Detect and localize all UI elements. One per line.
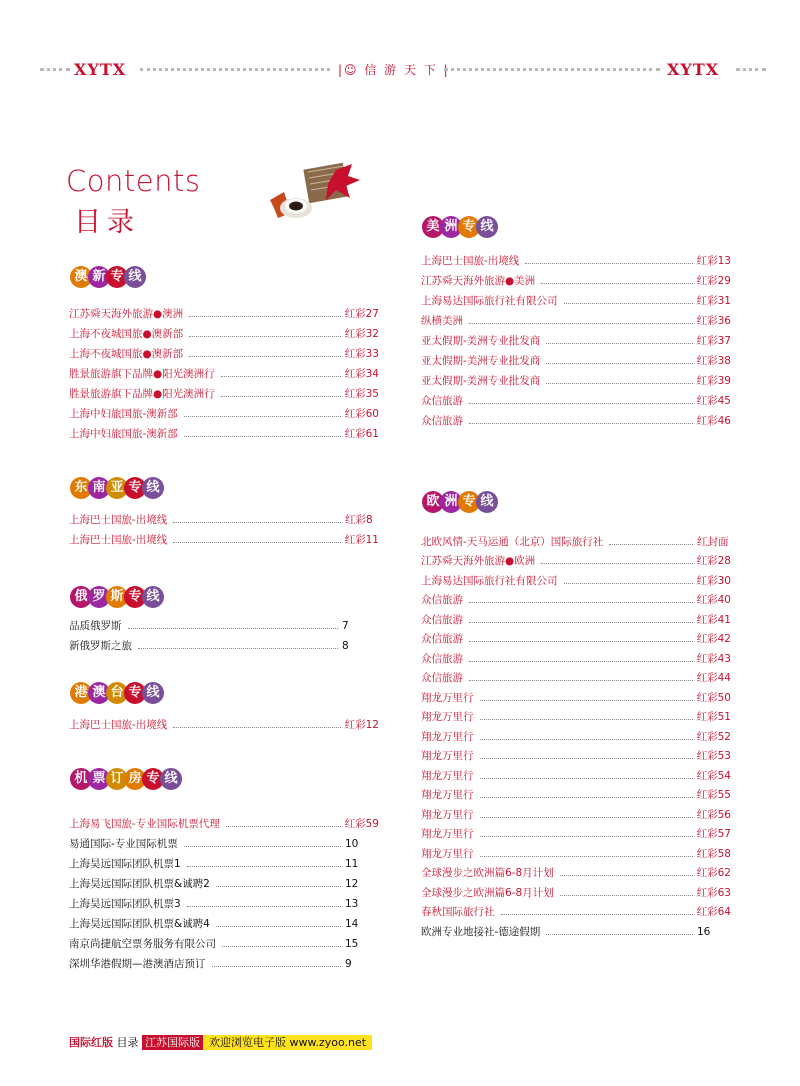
toc-entry-name: 品质俄罗斯 [69,620,122,632]
toc-entry[interactable] [421,413,731,433]
section-chip: 线 [124,266,146,288]
toc-entry-page: 13 [345,898,359,910]
toc-entry-name: 北欧风情-天马运通（北京）国际旅行社 [421,536,604,548]
toc-entry-name: 翔龙万里行 [421,828,474,840]
dot-leader [546,343,692,344]
toc-entry-page: 红彩36 [696,315,731,327]
toc-entry-name: 南京尚捷航空票务服务有限公司 [69,938,216,950]
dot-leader [187,906,341,907]
toc-entry[interactable] [69,916,379,936]
toc-entry[interactable] [69,956,379,976]
toc-list-eluosi [69,618,354,658]
toc-entry[interactable] [421,631,731,651]
toc-entry-name: 众信旅游 [421,395,463,407]
dot-leader [480,856,693,857]
toc-entry[interactable] [69,366,379,386]
header-brand-left: XYTX [74,60,127,79]
section-chip: 专 [142,768,164,790]
toc-entry-name: 上海巴士国旅-出境线 [421,255,520,267]
section-chip: 台 [106,682,128,704]
toc-entry[interactable] [69,346,379,366]
dot-leader [189,316,340,317]
toc-entry[interactable] [421,885,731,905]
dot-leader [525,263,692,264]
section-chip: 洲 [440,216,462,238]
dot-leader [480,719,693,720]
toc-entry-name: 上海昊远国际团队机票&诚聘2 [69,878,210,890]
dot-leader [609,544,693,545]
toc-entry-page: 红彩27 [344,308,379,320]
section-chip: 亚 [106,477,128,499]
toc-entry-page: 红彩28 [696,555,731,567]
toc-entry-name: 上海不夜城国旅●澳新部 [69,328,184,340]
header-brand-right: XYTX [667,60,720,79]
dot-leader [480,778,693,779]
toc-entry[interactable] [421,534,731,553]
toc-entry-name: 江苏舜天海外旅游●澳洲 [69,308,184,320]
dot-leader [221,376,341,377]
dot-leader [480,817,693,818]
section-chip: 欧 [422,491,444,513]
toc-entry[interactable] [421,924,731,944]
dot-leader [226,826,341,827]
dot-leader [469,622,693,623]
toc-entry-name: 春秋国际旅行社 [421,906,495,918]
dot-leader [221,396,341,397]
toc-entry-page: 红彩42 [696,633,731,645]
toc-entry-name: 翔龙万里行 [421,789,474,801]
toc-entry-page: 红彩60 [344,408,379,420]
toc-entry-page: 红彩57 [696,828,731,840]
section-chip: 专 [458,216,480,238]
toc-entry-page: 红彩34 [344,368,379,380]
toc-entry-page: 红彩51 [696,711,731,723]
section-title-dongnanya [70,477,160,503]
toc-entry-page: 红彩62 [696,867,731,879]
toc-entry-page: 红彩56 [696,808,731,821]
toc-entry-name: 上海巴士国旅-出境线 [69,719,168,731]
toc-entry-name: 胜景旅游旗下品牌●阳光澳洲行 [69,388,215,400]
section-chip: 专 [124,586,146,608]
toc-entry[interactable] [69,406,379,426]
dot-leader [184,436,341,437]
toc-entry-page: 红彩40 [696,594,731,606]
section-chip: 美 [422,216,444,238]
dot-leader [469,641,693,642]
toc-entry-name: 上海不夜城国旅●澳新部 [69,348,184,360]
toc-entry-page: 红彩43 [696,652,731,665]
toc-entry-name: 易通国际-专业国际机票 [69,838,178,850]
toc-entry[interactable] [421,768,731,788]
toc-entry[interactable] [421,253,731,273]
toc-entry-name: 欧洲专业地接社-德途假期 [421,925,541,938]
toc-entry[interactable] [421,748,731,768]
toc-entry-name: 亚太假期-美洲专业批发商 [421,335,541,347]
toc-entry[interactable] [421,670,731,690]
toc-entry-page: 红彩58 [696,847,731,860]
section-chip: 专 [124,682,146,704]
toc-entry-name: 翔龙万里行 [421,691,474,704]
toc-entry-page: 7 [342,620,349,632]
dot-leader [541,283,692,284]
toc-entry-name: 上海巴士国旅-出境线 [69,534,168,546]
toc-entry-page: 红彩39 [696,375,731,387]
toc-entry-page: 9 [345,958,352,970]
dot-leader [480,700,693,701]
toc-entry-page: 红彩61 [344,428,379,440]
dot-leader [546,363,692,364]
toc-entry[interactable] [69,386,379,406]
dot-leader [501,914,693,915]
toc-entry-page: 红彩55 [696,789,731,801]
toc-entry-page: 红彩52 [696,730,731,743]
toc-entry-name: 众信旅游 [421,672,463,684]
footer-edition-label: 国际红版 [69,1036,113,1049]
toc-entry-page: 14 [345,918,359,930]
toc-entry-page: 红彩38 [696,355,731,367]
dot-leader [184,846,341,847]
toc-entry[interactable] [69,512,379,532]
section-chip: 专 [458,491,480,513]
toc-entry-name: 众信旅游 [421,415,463,427]
toc-entry-page: 8 [342,640,349,652]
dot-leader [560,875,693,876]
dot-leader [560,895,693,896]
section-chip: 线 [142,586,164,608]
dot-leader [480,797,693,798]
toc-entry-name: 上海昊远国际团队机票3 [69,898,181,910]
dot-leader [469,403,693,404]
toc-entry-page: 红彩32 [344,328,379,340]
toc-list-gangaotai [69,717,379,737]
toc-entry[interactable] [69,638,354,658]
section-title-jipiao [70,768,178,794]
section-chip: 罗 [88,586,110,608]
toc-entry-name: 深圳华港假期—港澳酒店预订 [69,958,206,970]
toc-list-aoxin [69,306,379,446]
toc-entry-name: 上海中妇旅国旅-澳新部 [69,408,178,420]
toc-entry[interactable] [69,618,354,638]
toc-entry-page: 红彩50 [696,691,731,704]
section-chip: 票 [88,768,110,790]
toc-entry-name: 江苏舜天海外旅游●欧洲 [421,555,536,567]
section-chip: 线 [142,682,164,704]
toc-entry[interactable] [69,876,379,896]
dot-leader [541,563,692,564]
toc-entry-name: 众信旅游 [421,594,463,606]
toc-entry-page: 10 [345,838,359,850]
toc-entry[interactable] [69,856,379,876]
toc-entry[interactable] [421,846,731,866]
toc-entry[interactable] [421,865,731,885]
toc-entry-name: 上海昊远国际团队机票1 [69,858,181,870]
contents-title-cn: 目录 [74,207,140,238]
toc-entry-page: 红彩13 [696,255,731,267]
section-title-aoxin [70,266,142,292]
toc-entry-name: 纵横美洲 [421,315,463,327]
toc-entry-name: 上海中妇旅国旅-澳新部 [69,428,178,440]
section-chip: 东 [70,477,92,499]
toc-entry[interactable] [421,787,731,807]
header-dots-right-a [444,68,660,71]
section-chip: 澳 [88,682,110,704]
section-chip: 新 [88,266,110,288]
dot-leader [184,416,341,417]
section-chip: 线 [476,491,498,513]
toc-entry-page: 红彩44 [696,672,731,684]
dot-leader [128,628,339,629]
toc-entry-page: 红彩30 [696,574,731,587]
header-slogan: |☺ 信 游 天 下 | [338,63,450,77]
header-dots-right-b [736,68,766,71]
toc-entry-name: 翔龙万里行 [421,750,474,762]
toc-entry-name: 翔龙万里行 [421,730,474,743]
toc-entry-page: 红彩64 [696,906,731,918]
header-dots-left-a [40,68,70,71]
dot-leader [216,926,341,927]
toc-entry[interactable] [421,592,731,612]
dot-leader [469,323,693,324]
dot-leader [564,583,693,584]
toc-entry[interactable] [421,333,731,353]
section-chip: 线 [142,477,164,499]
section-chip: 线 [160,768,182,790]
toc-entry-page: 11 [345,858,359,870]
toc-entry-name: 众信旅游 [421,613,463,626]
toc-entry-page: 15 [345,938,359,950]
toc-entry-name: 上海易飞国旅-专业国际机票代理 [69,818,220,830]
toc-entry-name: 上海易达国际旅行社有限公司 [421,295,558,307]
toc-entry-page: 红彩12 [344,719,379,731]
section-title-eluosi [70,586,160,612]
section-chip: 俄 [70,586,92,608]
toc-entry-page: 红彩41 [696,613,731,626]
toc-entry-name: 上海易达国际旅行社有限公司 [421,574,558,587]
toc-entry[interactable] [421,273,731,293]
toc-entry-name: 翔龙万里行 [421,847,474,860]
toc-entry-name: 翔龙万里行 [421,808,474,821]
section-chip: 洲 [440,491,462,513]
toc-list-meizhou [421,253,731,433]
section-chip: 房 [124,768,146,790]
toc-entry[interactable] [421,729,731,749]
toc-entry-name: 全球漫步之欧洲篇6-8月计划 [421,886,554,899]
toc-entry-name: 亚太假期-美洲专业批发商 [421,355,541,367]
dot-leader [189,356,340,357]
toc-entry-page: 红彩45 [696,395,731,407]
toc-entry[interactable] [421,651,731,671]
toc-entry-page: 红彩54 [696,769,731,782]
toc-entry-page: 红彩31 [696,295,731,307]
toc-entry[interactable] [69,836,379,856]
toc-entry[interactable] [421,293,731,313]
toc-entry-page: 16 [697,925,711,938]
dot-leader [173,727,340,728]
toc-list-dongnanya [69,512,379,552]
toc-entry-page: 红彩33 [344,348,379,360]
toc-entry[interactable] [421,709,731,729]
toc-entry-name: 全球漫步之欧洲篇6-8月计划 [421,867,554,879]
toc-entry-name: 江苏舜天海外旅游●美洲 [421,275,536,287]
toc-entry-name: 翔龙万里行 [421,769,474,782]
dot-leader [546,383,692,384]
toc-list-jipiao [69,816,379,976]
toc-entry-page: 红彩63 [696,886,731,899]
toc-entry-page: 红封面 [697,536,729,548]
dot-leader [187,866,341,867]
footer-tag: 江苏国际版 [142,1035,203,1050]
section-chip: 专 [106,266,128,288]
footer-section-label: 目录 [116,1036,139,1049]
section-title-gangaotai [70,682,160,708]
toc-entry[interactable] [69,326,379,346]
toc-entry[interactable] [421,904,731,924]
toc-entry-name: 亚太假期-美洲专业批发商 [421,375,541,387]
toc-entry-page: 12 [345,878,359,890]
dot-leader [469,602,693,603]
toc-entry-name: 新俄罗斯之旅 [69,640,132,652]
toc-entry-name: 众信旅游 [421,633,463,645]
toc-entry[interactable] [69,896,379,916]
section-chip: 港 [70,682,92,704]
dot-leader [480,836,693,837]
toc-entry[interactable] [69,426,379,446]
section-chip: 澳 [70,266,92,288]
section-chip: 线 [476,216,498,238]
section-title-ouzhou [422,491,494,517]
toc-entry[interactable] [421,353,731,373]
toc-entry[interactable] [421,612,731,632]
header-dots-left-b [140,68,330,71]
toc-entry-name: 胜景旅游旗下品牌●阳光澳洲行 [69,368,215,380]
toc-entry[interactable] [421,807,731,827]
section-chip: 专 [124,477,146,499]
toc-entry-page: 红彩53 [696,750,731,762]
toc-list-ouzhou [421,534,731,943]
toc-entry[interactable] [69,532,379,552]
toc-entry[interactable] [69,717,379,737]
toc-entry-page: 红彩59 [344,818,379,830]
dot-leader [480,758,693,759]
toc-entry[interactable] [421,826,731,846]
toc-entry[interactable] [421,393,731,413]
footer-promo-link[interactable]: 欢迎浏览电子版 www.zyoo.net [203,1035,372,1050]
coffee-leaves-illustration [266,160,362,222]
toc-entry-name: 上海巴士国旅-出境线 [69,514,168,526]
toc-entry[interactable] [421,690,731,710]
section-chip: 南 [88,477,110,499]
toc-entry-name: 翔龙万里行 [421,711,474,723]
toc-entry-page: 红彩8 [345,514,373,526]
dot-leader [546,934,693,935]
footer-bar [69,1034,372,1050]
contents-title-en: Contents [66,164,201,198]
toc-entry[interactable] [69,306,379,326]
section-chip: 订 [106,768,128,790]
toc-entry-page: 红彩29 [696,275,731,287]
section-chip: 机 [70,768,92,790]
dot-leader [173,542,340,543]
toc-entry-name: 众信旅游 [421,652,463,665]
dot-leader [469,423,693,424]
toc-entry[interactable] [421,573,731,593]
toc-entry-name: 上海昊远国际团队机票&诚聘4 [69,918,210,930]
section-chip: 斯 [106,586,128,608]
dot-leader [216,886,341,887]
toc-entry[interactable] [421,313,731,333]
section-title-meizhou [422,216,494,242]
dot-leader [469,680,693,681]
toc-entry-page: 红彩37 [696,335,731,347]
toc-entry-page: 红彩11 [344,534,379,546]
toc-entry[interactable] [69,936,379,956]
dot-leader [564,303,693,304]
dot-leader [222,946,341,947]
dot-leader [138,648,338,649]
toc-entry-page: 红彩35 [344,388,379,400]
dot-leader [469,661,693,662]
dot-leader [480,739,693,740]
toc-entry[interactable] [69,816,379,836]
toc-entry[interactable] [421,553,731,573]
dot-leader [189,336,340,337]
toc-entry-page: 红彩46 [696,415,731,427]
dot-leader [173,522,341,523]
toc-entry[interactable] [421,373,731,393]
dot-leader [212,966,342,967]
